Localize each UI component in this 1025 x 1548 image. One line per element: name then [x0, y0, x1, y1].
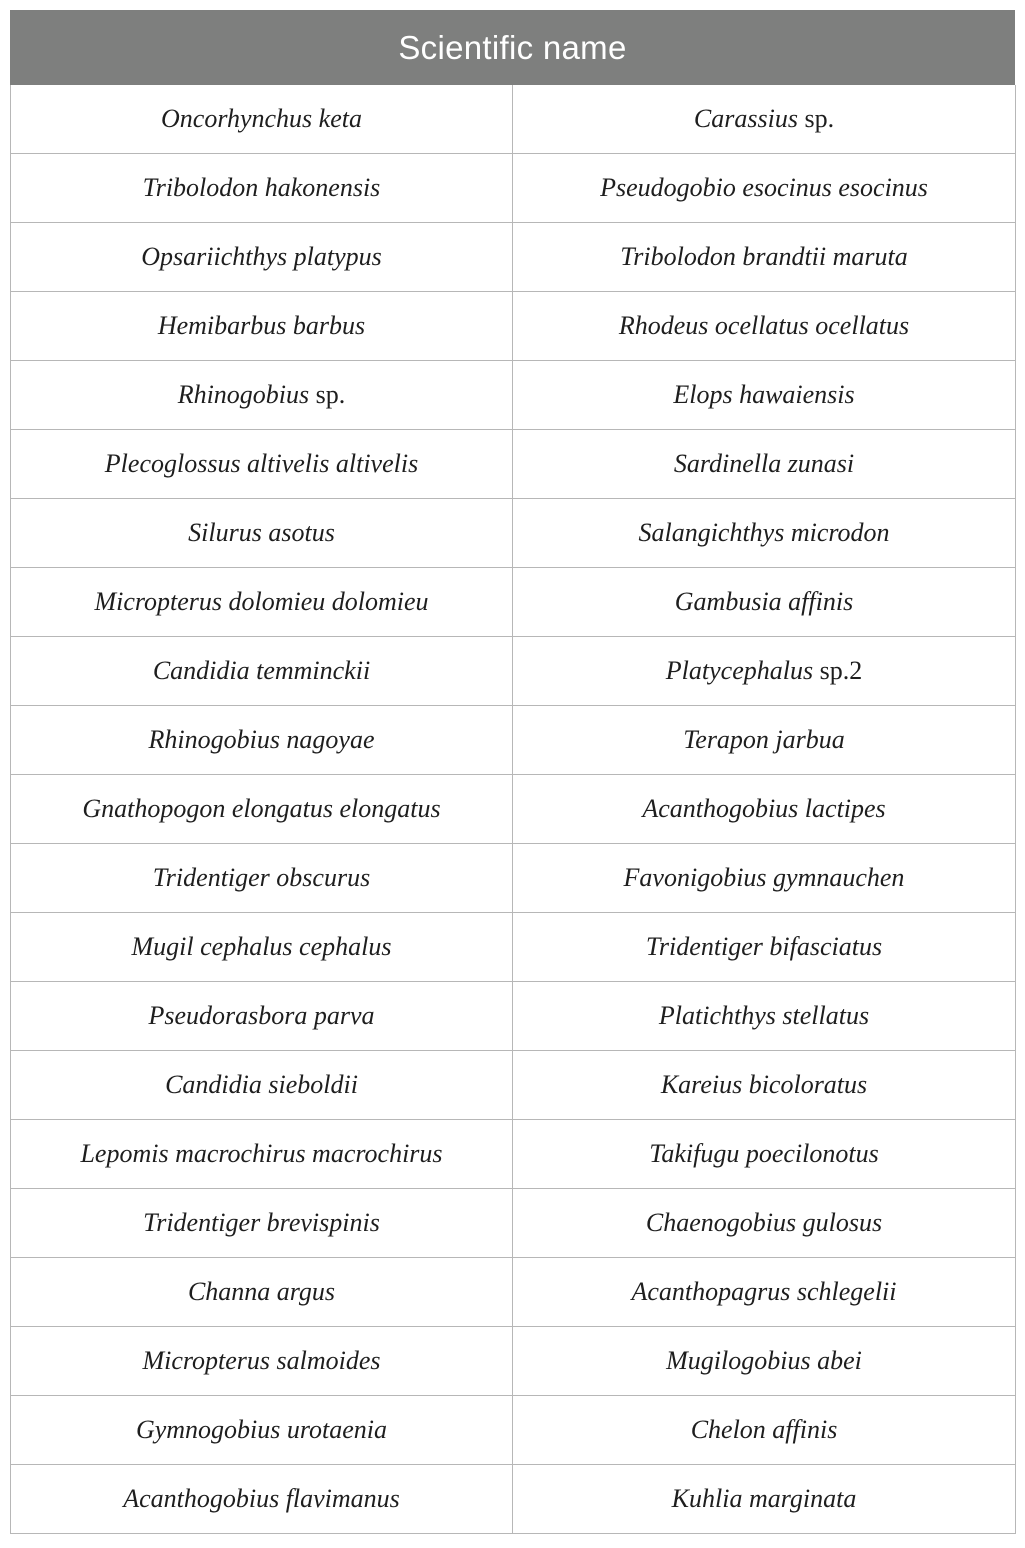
species-name: Tridentiger brevispinis	[143, 1208, 380, 1237]
species-cell	[513, 85, 1016, 154]
table-row	[11, 706, 1016, 775]
species-name: Tribolodon hakonensis	[142, 173, 381, 202]
species-name: Rhodeus ocellatus ocellatus	[618, 311, 910, 340]
species-cell	[513, 1189, 1016, 1258]
species-cell	[513, 430, 1016, 499]
header-label: Scientific name	[398, 28, 627, 66]
species-cell	[513, 637, 1016, 706]
species-name: Gambusia affinis	[674, 587, 854, 616]
species-qualifier: sp.	[309, 380, 346, 409]
species-cell	[11, 982, 513, 1051]
table-row	[11, 292, 1016, 361]
table-row	[11, 430, 1016, 499]
species-grid	[10, 85, 1016, 1534]
species-name: Chelon affinis	[690, 1415, 838, 1444]
species-cell	[11, 430, 513, 499]
species-name: Pseudorasbora parva	[148, 1001, 375, 1030]
species-cell	[513, 706, 1016, 775]
table-row	[11, 1051, 1016, 1120]
species-name: Favonigobius gymnauchen	[623, 863, 905, 892]
species-cell	[11, 1189, 513, 1258]
species-cell	[11, 1120, 513, 1189]
species-cell	[513, 223, 1016, 292]
species-name: Micropterus salmoides	[142, 1346, 381, 1375]
table-row	[11, 154, 1016, 223]
species-cell	[11, 637, 513, 706]
species-name: Platycephalus	[665, 656, 814, 685]
species-name: Platichthys stellatus	[658, 1001, 870, 1030]
species-name: Rhinogobius	[177, 380, 310, 409]
species-cell	[11, 844, 513, 913]
species-cell	[513, 1465, 1016, 1534]
species-name: Tridentiger obscurus	[152, 863, 371, 892]
species-cell	[513, 292, 1016, 361]
table-row	[11, 775, 1016, 844]
species-cell	[11, 1396, 513, 1465]
species-name: Pseudogobio esocinus esocinus	[600, 173, 928, 202]
species-cell	[513, 154, 1016, 223]
species-name: Salangichthys microdon	[638, 518, 890, 547]
species-name: Acanthogobius flavimanus	[123, 1484, 400, 1513]
species-name: Chaenogobius gulosus	[645, 1208, 883, 1237]
table-row	[11, 913, 1016, 982]
species-qualifier: sp.	[797, 104, 835, 133]
species-cell	[11, 775, 513, 844]
species-cell	[513, 499, 1016, 568]
species-cell	[11, 706, 513, 775]
species-cell	[513, 775, 1016, 844]
species-name: Micropterus dolomieu dolomieu	[94, 587, 429, 616]
table-row	[11, 1258, 1016, 1327]
table-row	[11, 361, 1016, 430]
species-name: Kareius bicoloratus	[660, 1070, 868, 1099]
species-cell	[11, 568, 513, 637]
species-cell	[513, 1051, 1016, 1120]
species-name: Hemibarbus barbus	[157, 311, 366, 340]
species-cell	[513, 1327, 1016, 1396]
species-cell	[513, 568, 1016, 637]
table-row	[11, 844, 1016, 913]
table-row	[11, 1189, 1016, 1258]
species-name: Acanthogobius lactipes	[642, 794, 886, 823]
species-name: Kuhlia marginata	[671, 1484, 857, 1513]
species-qualifier: sp.2	[813, 656, 863, 685]
species-name: Plecoglossus altivelis altivelis	[104, 449, 419, 478]
species-cell	[11, 292, 513, 361]
species-name: Oncorhynchus keta	[161, 104, 362, 133]
species-name: Carassius	[693, 104, 798, 133]
species-cell	[11, 913, 513, 982]
table-header	[10, 10, 1015, 85]
species-table	[10, 10, 1015, 1534]
species-cell	[11, 1258, 513, 1327]
species-cell	[513, 1396, 1016, 1465]
species-cell	[513, 982, 1016, 1051]
species-cell	[11, 1051, 513, 1120]
species-cell	[513, 361, 1016, 430]
table-row	[11, 982, 1016, 1051]
species-name: Takifugu poecilonotus	[649, 1139, 879, 1168]
species-name: Sardinella zunasi	[673, 449, 855, 478]
species-cell	[11, 1327, 513, 1396]
species-name: Gnathopogon elongatus elongatus	[82, 794, 441, 823]
table-row	[11, 637, 1016, 706]
species-cell	[513, 1258, 1016, 1327]
table-row	[11, 499, 1016, 568]
species-body	[11, 85, 1016, 1534]
table-row	[11, 223, 1016, 292]
species-name: Mugilogobius abei	[666, 1346, 862, 1375]
species-cell	[11, 85, 513, 154]
species-cell	[513, 1120, 1016, 1189]
species-name: Opsariichthys platypus	[141, 242, 382, 271]
species-name: Candidia sieboldii	[165, 1070, 358, 1099]
species-name: Acanthopagrus schlegelii	[631, 1277, 897, 1306]
species-name: Elops hawaiensis	[673, 380, 855, 409]
species-cell	[11, 499, 513, 568]
species-cell	[11, 223, 513, 292]
species-cell	[11, 154, 513, 223]
species-name: Tridentiger bifasciatus	[645, 932, 883, 961]
species-name: Tribolodon brandtii maruta	[620, 242, 908, 271]
species-cell	[513, 913, 1016, 982]
table-row	[11, 1396, 1016, 1465]
table-row	[11, 1327, 1016, 1396]
species-name: Channa argus	[187, 1277, 336, 1306]
species-name: Rhinogobius nagoyae	[148, 725, 375, 754]
table-row	[11, 1465, 1016, 1534]
species-name: Silurus asotus	[188, 518, 335, 547]
species-cell	[11, 1465, 513, 1534]
species-cell	[513, 844, 1016, 913]
species-name: Mugil cephalus cephalus	[131, 932, 392, 961]
species-name: Lepomis macrochirus macrochirus	[80, 1139, 443, 1168]
species-name: Candidia temminckii	[152, 656, 371, 685]
table-row	[11, 568, 1016, 637]
species-cell	[11, 361, 513, 430]
species-name: Terapon jarbua	[683, 725, 845, 754]
species-name: Gymnogobius urotaenia	[135, 1415, 388, 1444]
table-row	[11, 85, 1016, 154]
table-row	[11, 1120, 1016, 1189]
